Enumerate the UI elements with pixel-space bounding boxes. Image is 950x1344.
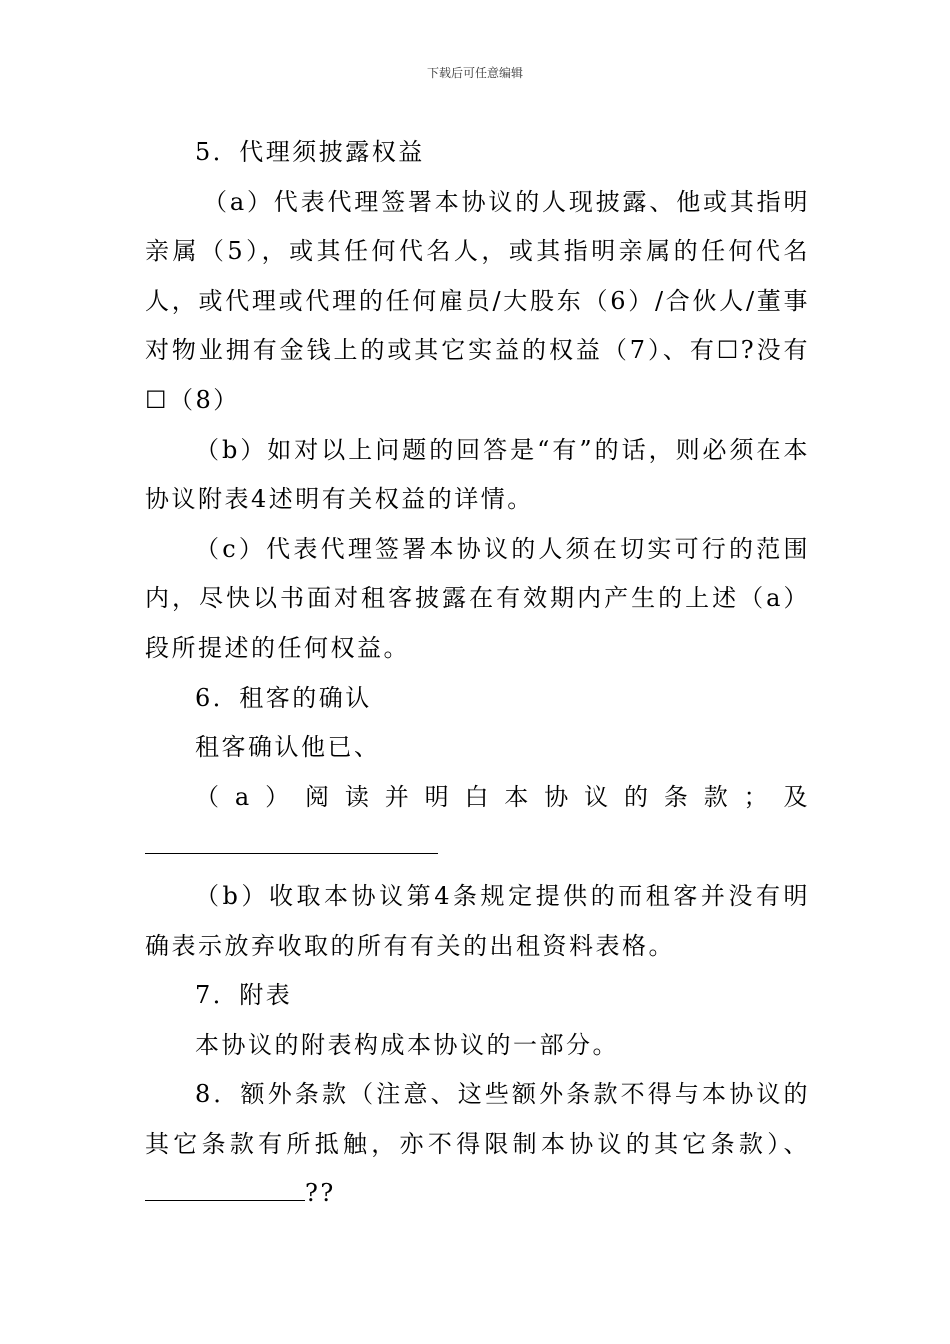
section-7-body: 本协议的附表构成本协议的一部分。 [195,1030,619,1059]
blank-line [145,1170,207,1201]
section-8-tail: ?? [305,1179,336,1208]
section-5-para-c: （c）代表代理签署本协议的人须在切实可行的范围内，尽快以书面对租客披露在有效期内产生的上述（a）段所提述的任何权益。 [145,534,810,662]
section-5-para-a: （a）代表代理签署本协议的人现披露、他或其指明亲属（5），或其任何代名人，或其指明亲属的任何代名人，或代理或代理的任何雇员/大股东（6）/合伙人/董事对物业拥有金钱上的或其它实益的权益（7）、有☐?没有☐（8） [145,187,810,414]
blank-line [350,823,438,854]
blank-line [207,1170,305,1201]
section-8-para [145,1070,810,1219]
page-header: 下载后可任意编辑 [426,66,523,80]
section-7-heading: 7．附表 [195,981,293,1010]
section-6-intro: 租客确认他已、 [195,733,381,762]
section-6-para-b: （b）收取本协议第4条规定提供的而租客并没有明确表示放弃收取的所有有关的出租资料表格。 [145,881,810,960]
section-5-para-b: （b）如对以上问题的回答是“有”的话，则必须在本协议附表4述明有关权益的详情。 [145,435,810,514]
section-5-heading: 5．代理须披露权益 [195,138,425,166]
section-6-para-a [145,773,810,872]
section-6-heading: 6．租客的确认 [195,683,372,712]
section-6-para-a-text: （a）阅读并明白本协议的条款；及 [195,782,810,811]
blank-line [145,823,350,854]
document-body [145,128,810,1219]
section-8-heading: 8．额外条款（注意、这些额外条款不得与本协议的其它条款有所抵触，亦不得限制本协议的其它条款）、 [145,1080,810,1158]
